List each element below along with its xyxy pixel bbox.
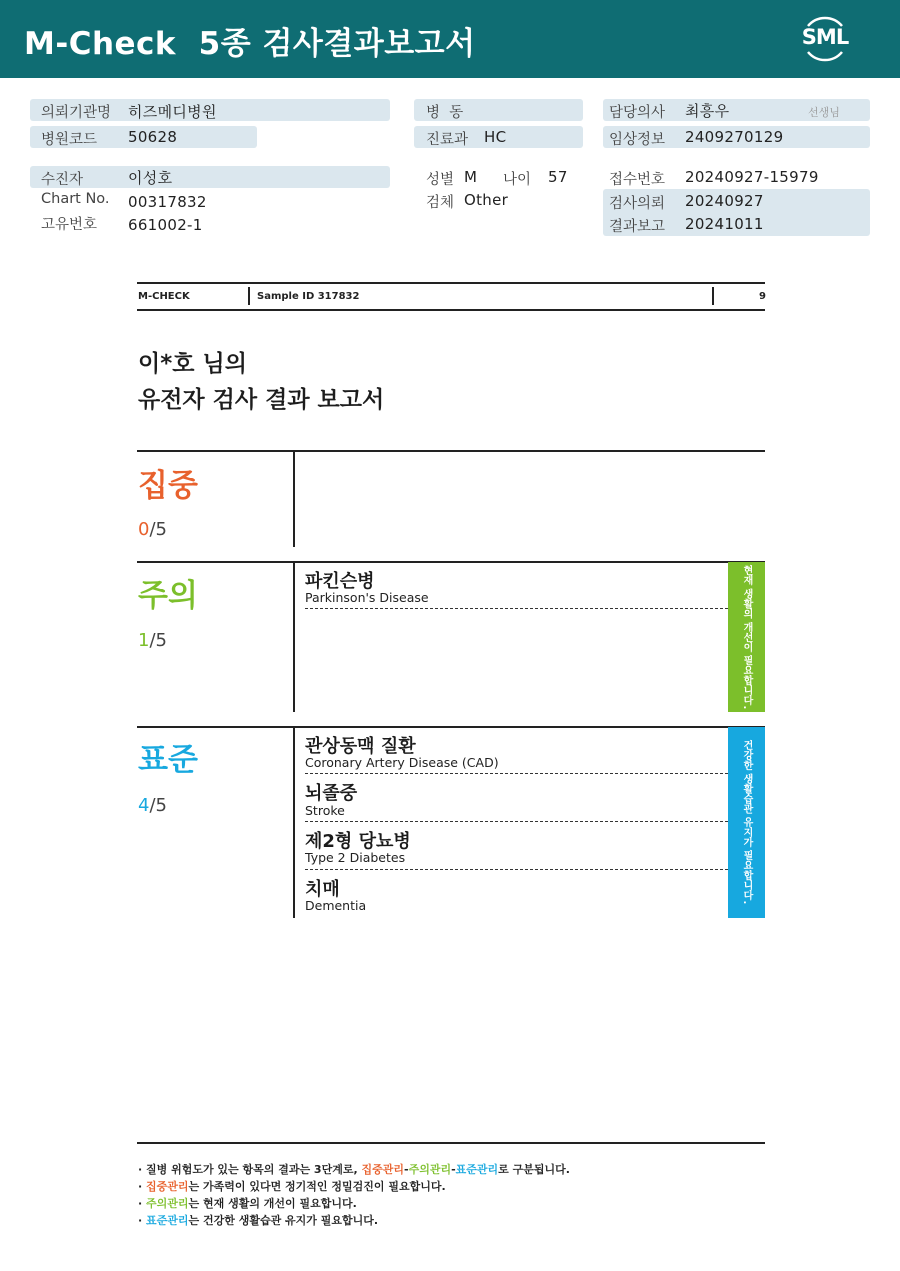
disease-name-en: Type 2 Diabetes [305,850,406,865]
receipt-value: 20240927-15979 [685,168,819,186]
category-divider [293,562,295,712]
disease-name-ko: 치매 [305,879,340,900]
count-total: /5 [149,630,167,651]
footer-rule [137,1142,765,1144]
note-line [138,1161,570,1177]
category-divider [293,451,295,547]
focus-keyword: 집중관리 [361,1163,404,1176]
count-total: /5 [149,519,167,540]
disease-separator [305,869,728,870]
ward-label: 병 동 [426,105,464,121]
count-total: /5 [149,795,167,816]
category-title: 표준 [138,742,198,778]
disease-name-en: Coronary Artery Disease (CAD) [305,755,499,770]
note-bullet: · [138,1180,147,1193]
disease-name-en: Stroke [305,803,345,818]
note-line [138,1212,378,1228]
sub-header-rule [137,309,765,311]
category-count [138,795,167,816]
receipt-label: 접수번호 [609,172,666,188]
patient-name-line: 이*호 님의 [138,351,247,377]
result-label: 결과보고 [609,219,666,235]
standard-side-band [728,727,765,918]
disease-name-en: Dementia [305,898,367,913]
category-rule [137,726,765,728]
count-value: 4 [138,795,150,816]
caution-keyword: 주의관리 [146,1197,189,1210]
page-number: 9 [759,291,766,302]
chart-value: 00317832 [128,193,207,211]
specimen-label: 검체 [426,195,455,211]
category-title: 집중 [138,468,198,504]
top-rule [137,282,765,284]
category-divider [293,727,295,918]
standard-side-text: 건강한 생활습관 유지가 필요합니다. [741,740,752,905]
note-line [138,1178,446,1194]
specimen-value: Other [464,191,509,209]
age-label: 나이 [503,172,532,188]
note-separator: - [451,1163,456,1176]
report-header [0,0,900,78]
request-label: 검사의뢰 [609,196,666,212]
caution-side-text: 현재 생활의 개선이 필요합니다. [741,564,752,710]
note-text: 는 가족력이 있다면 정기적인 정밀검진이 필요합니다. [188,1180,446,1193]
sex-value: M [464,168,478,186]
disease-name-ko: 뇌졸중 [305,783,358,804]
institution-label: 의뢰기관명 [41,105,112,121]
unique-value: 661002-1 [128,216,203,234]
disease-name-ko: 제2형 당뇨병 [305,831,411,852]
sub-header-divider-right [712,287,714,305]
logo-text: SML [801,25,849,49]
hospital-code-value: 50628 [128,128,178,146]
note-bullet: · [138,1214,147,1227]
count-value: 0 [138,519,150,540]
institution-value: 히즈메디병원 [128,103,217,121]
category-count [138,519,167,540]
patient-label: 수진자 [41,172,84,188]
disease-name-en: Parkinson's Disease [305,590,429,605]
disease-separator [305,821,728,822]
patient-value: 이성호 [128,169,173,187]
chart-label: Chart No. [41,191,110,207]
request-value: 20240927 [685,192,764,210]
brand-label: M-CHECK [138,291,190,302]
doctor-label: 담당의사 [609,105,666,121]
note-text: · 질병 위험도가 있는 항목의 결과는 3단계로, [138,1163,362,1176]
result-value: 20241011 [685,215,764,233]
note-line [138,1195,357,1211]
disease-separator [305,773,728,774]
unique-label: 고유번호 [41,217,98,233]
standard-keyword: 표준관리 [146,1214,189,1227]
patient-bar [30,166,390,188]
standard-keyword: 표준관리 [455,1163,499,1176]
count-value: 1 [138,630,150,651]
dept-value: HC [484,128,507,146]
caution-side-band [728,562,765,712]
disease-name-ko: 파킨슨병 [305,571,375,592]
dept-label: 진료과 [426,132,469,148]
sample-id: Sample ID 317832 [257,291,360,302]
sml-logo [796,12,854,66]
clinical-label: 임상정보 [609,132,666,148]
sub-header-divider [248,287,250,305]
doctor-suffix: 선생님 [808,106,840,119]
caution-keyword: 주의관리 [408,1163,452,1176]
category-count [138,630,167,651]
disease-name-ko: 관상동맥 질환 [305,736,416,757]
age-value: 57 [548,168,568,186]
hospital-code-label: 병원코드 [41,132,98,148]
report-subtitle: 유전자 검사 결과 보고서 [138,387,385,413]
note-bullet: · [138,1197,147,1210]
clinical-value: 2409270129 [685,128,784,146]
disease-separator [305,608,728,609]
category-title: 주의 [138,578,198,614]
note-text: 로 구분됩니다. [498,1163,570,1176]
doctor-value: 최흥우 [685,102,730,120]
note-text: 는 현재 생활의 개선이 필요합니다. [188,1197,357,1210]
sex-label: 성별 [426,172,455,188]
note-separator: - [403,1163,409,1176]
category-rule [137,450,765,452]
note-text: 는 건강한 생활습관 유지가 필요합니다. [188,1214,379,1227]
report-title: M-Check 5종 검사결과보고서 [24,26,476,62]
focus-keyword: 집중관리 [146,1180,189,1193]
category-rule [137,561,765,563]
